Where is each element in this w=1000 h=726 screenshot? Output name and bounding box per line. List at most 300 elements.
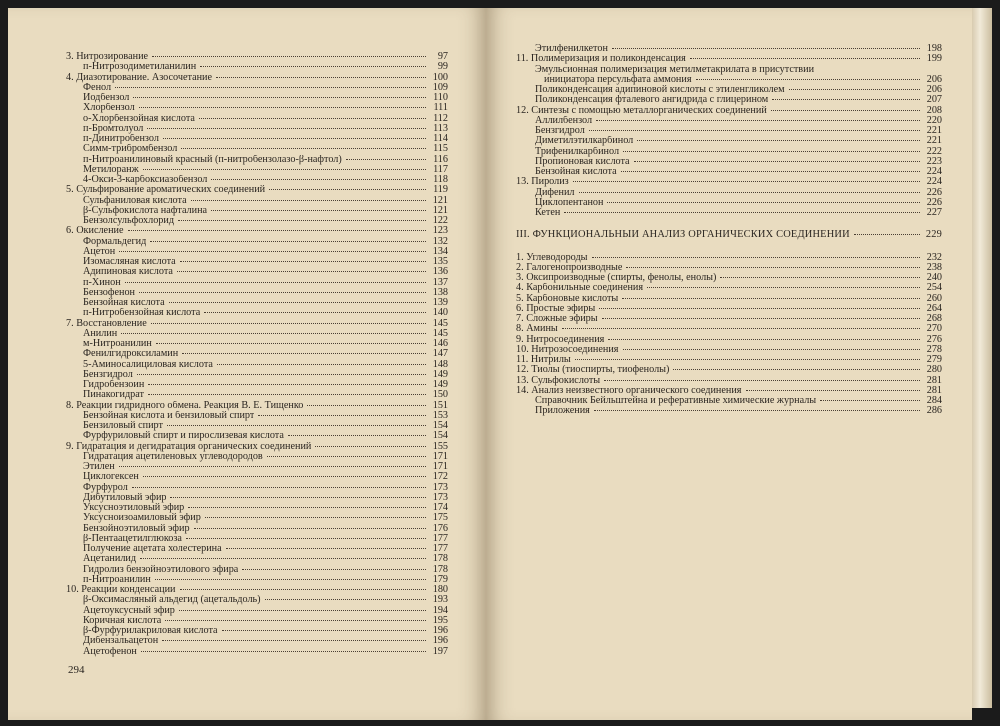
dot-leader	[180, 261, 426, 262]
toc-entry	[66, 472, 448, 482]
dot-leader	[596, 120, 920, 121]
toc-entry-page: 134	[432, 245, 448, 257]
toc-entry	[66, 185, 448, 195]
toc-entry-page: 122	[432, 215, 448, 226]
toc-entry-title: Пинакогидрат	[83, 390, 144, 401]
toc-entry-title: Дибутиловый эфир	[83, 492, 167, 503]
toc-entry-title: Формальдегид	[83, 236, 147, 247]
toc-entry	[66, 278, 448, 288]
toc-entry-page: 132	[432, 235, 448, 247]
toc-entry-title: п-Нитробензойная кислота	[83, 308, 201, 319]
toc-entry	[66, 647, 448, 657]
toc-entry	[66, 452, 448, 462]
toc-entry	[66, 380, 448, 390]
toc-entry-title: п-Нитроанилиновый красный (п-нитробензолазо-β-нафтол)	[83, 154, 342, 165]
dot-leader	[152, 56, 426, 57]
dot-leader	[139, 292, 426, 293]
toc-entry	[66, 308, 448, 318]
toc-entry-title: Коричная кислота	[83, 615, 162, 626]
toc-entry-page: 146	[432, 338, 448, 349]
toc-entry-title: Симм-трибромбензол	[83, 144, 178, 155]
dot-leader	[772, 99, 920, 100]
toc-entry-page: 150	[432, 389, 448, 401]
toc-entry-title: Бензофенон	[83, 287, 136, 298]
toc-entry-title: м-Нитроанилин	[83, 339, 152, 349]
toc-entry	[66, 431, 448, 441]
dot-leader	[181, 148, 426, 149]
toc-entry-page: 154	[432, 430, 448, 442]
toc-entry-page: 99	[437, 61, 448, 73]
dot-leader	[222, 630, 426, 631]
toc-entry-title: Пропионовая кислота	[535, 156, 630, 167]
dot-leader	[820, 400, 920, 401]
toc-entry-title: 4. Карбонильные соединения	[516, 283, 644, 294]
toc-entry-page: 207	[926, 94, 942, 106]
toc-entry	[516, 406, 942, 416]
toc-entry-title: 14. Анализ неизвестного органического соединения	[516, 385, 742, 396]
dot-leader	[623, 151, 920, 152]
toc-entry-title: Получение ацетата холестерина	[83, 544, 222, 554]
toc-entry-page: 224	[926, 176, 942, 188]
toc-entry-title: β-Сульфокислота нафталина	[83, 205, 208, 216]
toc-entry	[66, 636, 448, 646]
toc-entry-page: 280	[926, 364, 942, 376]
toc-entry-page: 178	[432, 563, 448, 575]
toc-entry-title: Диметилэтилкарбинол	[535, 136, 634, 147]
dot-leader	[307, 405, 426, 406]
dot-leader	[604, 380, 920, 381]
toc-entry-title: 12. Тиолы (тиоспирты, тиофенолы)	[516, 365, 670, 376]
toc-entry-title: 4-Окси-3-карбоксиазобензол	[83, 175, 208, 185]
toc-entry-page: 196	[432, 635, 448, 647]
toc-entry-page: 284	[926, 395, 942, 406]
toc-entry-page: 140	[432, 307, 448, 319]
toc-entry-page: 232	[926, 251, 942, 263]
dot-leader	[143, 169, 426, 170]
toc-entry-title: 11. Полимеризация и поликонденсация	[516, 54, 686, 65]
toc-entry-title: Адипиновая кислота	[83, 267, 173, 278]
dot-leader	[746, 390, 921, 391]
toc-entry	[66, 503, 448, 513]
dot-leader	[673, 369, 920, 370]
dot-leader	[315, 446, 426, 447]
toc-entry	[516, 365, 942, 375]
toc-entry-page: 175	[432, 512, 448, 524]
toc-entry	[66, 93, 448, 103]
dot-leader	[139, 107, 426, 108]
toc-entry	[516, 335, 942, 345]
dot-leader	[621, 171, 920, 172]
dot-leader	[607, 202, 920, 203]
spacer	[516, 241, 942, 253]
toc-entry	[516, 253, 942, 263]
toc-entry-page: 193	[432, 594, 448, 606]
dot-leader	[346, 159, 426, 160]
toc-entry-page: 172	[432, 471, 448, 483]
toc-entry-title: 6. Окисление	[66, 226, 124, 237]
toc-entry-title: Фурфуриловый спирт и пирослизевая кислота	[83, 431, 284, 442]
toc-entry	[516, 106, 942, 116]
toc-entry-page: 180	[432, 584, 448, 595]
toc-entry	[66, 616, 448, 626]
toc-entry-page: 224	[926, 166, 942, 177]
toc-entry-page: 178	[432, 553, 448, 565]
dot-leader	[141, 651, 426, 652]
toc-entry-title: Аллилбензол	[535, 115, 593, 126]
dot-leader	[211, 179, 426, 180]
toc-entry-title: 5. Карбоновые кислоты	[516, 293, 619, 304]
dot-leader	[148, 394, 426, 395]
left-page	[8, 8, 486, 720]
toc-entry-title: 3. Нитрозирование	[66, 52, 149, 62]
toc-entry-page: 97	[437, 51, 448, 62]
toc-entry	[516, 355, 942, 365]
toc-entry	[516, 65, 942, 75]
toc-entry-page: 197	[432, 645, 448, 657]
toc-entry-page: 198	[926, 43, 942, 54]
toc-entry-page: 264	[926, 302, 942, 314]
toc-entry-page: 123	[432, 225, 448, 237]
toc-entry-title: Бензиловый спирт	[83, 421, 163, 431]
toc-entry	[66, 585, 448, 595]
dot-leader	[169, 302, 426, 303]
dot-leader	[150, 241, 426, 242]
toc-entry-title: Гидратация ацетиленовых углеводородов	[83, 451, 263, 462]
dot-leader	[647, 287, 920, 288]
toc-entry	[66, 165, 448, 175]
toc-entry	[66, 257, 448, 267]
toc-entry-page: 117	[433, 163, 448, 175]
toc-entry-title: Трифенилкарбинол	[535, 146, 620, 157]
toc-entry-page: 118	[433, 174, 448, 185]
dot-leader	[589, 130, 920, 131]
toc-entry-page: 149	[432, 368, 448, 380]
toc-entry	[66, 442, 448, 452]
dot-leader	[599, 308, 920, 309]
dot-leader	[226, 548, 426, 549]
toc-entry-page: 115	[433, 143, 448, 155]
toc-entry-page: 179	[432, 573, 448, 585]
dot-leader	[191, 200, 426, 201]
toc-entry	[66, 114, 448, 124]
dot-leader	[163, 138, 426, 139]
dot-leader	[579, 192, 920, 193]
toc-entry	[66, 513, 448, 523]
toc-entry	[66, 206, 448, 216]
toc-entry-title: Справочник Бейльштейна и реферативные химические журналы	[535, 396, 817, 406]
toc-entry-page: 240	[926, 272, 942, 283]
dot-leader	[194, 528, 426, 529]
dot-leader	[288, 435, 426, 436]
toc-entry-page: 151	[432, 399, 448, 411]
toc-entry	[516, 95, 942, 105]
toc-entry	[66, 226, 448, 236]
toc-entry	[516, 294, 942, 304]
toc-entry	[516, 376, 942, 386]
dot-leader	[594, 410, 920, 411]
toc-entry-page: 119	[433, 184, 448, 196]
toc-entry-page: 174	[432, 502, 448, 513]
dot-leader	[217, 364, 426, 365]
toc-entry	[516, 126, 942, 136]
toc-entry-page: 206	[926, 73, 942, 85]
toc-entry-title: Этилен	[83, 462, 115, 472]
toc-entry-title: Дибензальацетон	[83, 636, 159, 647]
toc-entry-title: 9. Гидратация и дегидратация органических соединений	[66, 441, 312, 452]
toc-entry-title: Дифенил	[535, 187, 575, 198]
toc-entry-page: 114	[433, 133, 448, 144]
toc-entry-title: 3. Оксипроизводные (спирты, фенолы, енолы)	[516, 273, 717, 283]
toc-entry-page: 281	[926, 374, 942, 386]
toc-entry-page: 153	[432, 409, 448, 421]
dot-leader	[125, 282, 426, 283]
toc-entry-title: Эмульсионная полимеризация метилметакрилата в присутствии	[535, 64, 815, 75]
toc-entry	[66, 298, 448, 308]
toc-entry-title: Фенол	[83, 82, 112, 93]
toc-entry	[516, 304, 942, 314]
toc-entry-title: 2. Галогенопроизводные	[516, 262, 623, 273]
dot-leader	[211, 210, 426, 211]
dot-leader	[147, 128, 426, 129]
toc-entry-title: Сульфаниловая кислота	[83, 195, 187, 206]
dot-leader	[575, 359, 920, 360]
toc-entry-title: п-Нитроанилин	[83, 574, 151, 585]
dot-leader	[204, 312, 426, 313]
toc-entry	[66, 144, 448, 154]
toc-entry-title: п-Нитрозодиметиланилин	[83, 62, 197, 73]
toc-entry	[66, 83, 448, 93]
toc-entry-page: 177	[432, 532, 448, 544]
toc-entry-title: Бензойная кислота и бензиловый спирт	[83, 410, 255, 421]
toc-entry-title: 4. Диазотирование. Азосочетание	[66, 72, 213, 83]
toc-entry-page: 278	[926, 343, 942, 355]
toc-entry-page: 208	[926, 104, 942, 116]
toc-entry-page: 136	[432, 266, 448, 278]
toc-entry-title: Гидробензоин	[83, 380, 145, 390]
toc-entry-title: 7. Сложные эфиры	[516, 314, 598, 324]
toc-entry	[66, 73, 448, 83]
toc-entry-title: Иодбензол	[83, 93, 130, 103]
toc-entry-title: 6. Простые эфиры	[516, 303, 596, 314]
toc-entry-title: β-Оксимасляный альдегид (ацетальдоль)	[83, 595, 261, 606]
toc-entry	[516, 167, 942, 177]
dot-leader	[242, 569, 426, 570]
toc-entry-title: Уксусноизоамиловый эфир	[83, 513, 201, 524]
toc-entry-title: β-Фурфурилакриловая кислота	[83, 626, 218, 636]
toc-entry	[66, 175, 448, 185]
toc-entry-title: Циклопентанон	[535, 197, 604, 208]
toc-entry	[516, 75, 942, 85]
toc-entry	[66, 62, 448, 72]
toc-entry-page: 194	[432, 604, 448, 616]
toc-entry-page: 206	[926, 84, 942, 95]
toc-entry-title: о-Хлорбензойная кислота	[83, 113, 195, 124]
dot-leader	[789, 89, 920, 90]
toc-entry	[66, 339, 448, 349]
toc-entry-title: 10. Реакции конденсации	[66, 585, 176, 595]
toc-entry-page: 145	[432, 327, 448, 339]
dot-leader	[269, 189, 426, 190]
toc-entry-title: 5-Аминосалициловая кислота	[83, 359, 213, 370]
toc-entry-title: Поликонденсация адипиновой кислоты с этиленгликолем	[535, 85, 785, 95]
toc-entry	[516, 345, 942, 355]
dot-leader	[562, 328, 920, 329]
toc-entry	[66, 595, 448, 605]
toc-entry	[66, 524, 448, 534]
toc-entry-page: 112	[433, 112, 448, 124]
toc-entry	[66, 411, 448, 421]
dot-leader	[188, 507, 426, 508]
toc-entry-title: Анилин	[83, 328, 118, 339]
toc-entry	[516, 157, 942, 167]
part-heading-page: 229	[925, 229, 942, 241]
toc-entry-title: 11. Нитрилы	[516, 355, 571, 365]
page-number: 294	[68, 664, 85, 676]
toc-entry-title: 13. Сульфокислоты	[516, 375, 601, 386]
toc-entry-page: 110	[433, 92, 448, 103]
toc-entry	[66, 554, 448, 564]
toc-entry	[66, 196, 448, 206]
toc-entry-title: Изомасляная кислота	[83, 257, 176, 267]
dot-leader	[128, 230, 427, 231]
dot-leader	[165, 620, 426, 621]
dot-leader	[156, 343, 426, 344]
toc-entry	[516, 273, 942, 283]
toc-entry-title: Фурфурол	[83, 482, 128, 493]
toc-entry-title: Метилоранж	[83, 164, 139, 175]
toc-entry	[66, 421, 448, 431]
toc-entry-title: 1. Углеводороды	[516, 252, 588, 263]
dot-leader	[155, 579, 426, 580]
dot-leader	[180, 589, 427, 590]
toc-entry-title: Бензойноэтиловый эфир	[83, 523, 190, 534]
right-page	[486, 8, 972, 720]
toc-entry-page: 221	[926, 125, 942, 136]
dot-leader	[133, 97, 426, 98]
toc-entry-page: 173	[432, 491, 448, 503]
dot-leader	[170, 497, 426, 498]
toc-entry-page: 279	[926, 354, 942, 365]
right-toc-list	[516, 44, 942, 417]
dot-leader	[854, 234, 920, 235]
toc-entry-page: 222	[926, 145, 942, 157]
toc-entry-page: 176	[432, 522, 448, 534]
toc-entry-title: Бензгидрол	[535, 126, 585, 136]
toc-entry-page: 121	[432, 204, 448, 216]
toc-entry	[66, 124, 448, 134]
toc-entry-title: Бензгидрол	[83, 369, 133, 380]
toc-entry-page: 147	[432, 348, 448, 360]
toc-entry	[66, 288, 448, 298]
toc-entry-page: 148	[432, 358, 448, 370]
toc-entry	[516, 147, 942, 157]
dot-leader	[115, 87, 426, 88]
dot-leader	[200, 66, 426, 67]
dot-leader	[119, 251, 426, 252]
toc-entry-title: 8. Амины	[516, 324, 558, 335]
toc-entry	[516, 396, 942, 406]
dot-leader	[199, 118, 426, 119]
toc-entry-page: 116	[433, 153, 448, 165]
toc-entry-title: Бензолсульфохлорид	[83, 216, 175, 226]
toc-entry-page: 223	[926, 155, 942, 167]
dot-leader	[148, 384, 426, 385]
dot-leader	[696, 79, 920, 80]
toc-entry	[516, 198, 942, 208]
dot-leader	[564, 212, 920, 213]
toc-entry	[516, 136, 942, 146]
toc-entry-page: 113	[433, 122, 448, 134]
toc-entry-title: Приложения	[535, 406, 590, 417]
toc-entry-page: 268	[926, 313, 942, 324]
toc-entry-title: п-Хинон	[83, 277, 121, 288]
toc-entry-page: 221	[926, 135, 942, 147]
toc-entry	[66, 606, 448, 616]
toc-entry	[66, 237, 448, 247]
dot-leader	[608, 339, 920, 340]
dot-leader	[119, 466, 426, 467]
dot-leader	[634, 161, 920, 162]
dot-leader	[205, 517, 426, 518]
dot-leader	[151, 323, 426, 324]
toc-entry	[66, 534, 448, 544]
toc-entry-page: 227	[926, 207, 942, 218]
toc-entry-title: Кетен	[535, 208, 561, 218]
toc-entry	[66, 134, 448, 144]
dot-leader	[179, 610, 426, 611]
dot-leader	[132, 487, 426, 488]
toc-entry-page: 138	[432, 286, 448, 298]
dot-leader	[162, 640, 426, 641]
dot-leader	[573, 181, 920, 182]
toc-entry-page: 137	[432, 276, 448, 288]
toc-entry-page: 171	[432, 461, 448, 472]
dot-leader	[623, 349, 921, 350]
toc-entry-page: 149	[432, 379, 448, 390]
toc-entry-page: 286	[926, 405, 942, 417]
toc-entry-title: п-Динитробензол	[83, 134, 159, 144]
dot-leader	[137, 374, 426, 375]
dot-leader	[612, 48, 920, 49]
toc-entry	[516, 283, 942, 293]
toc-entry	[66, 247, 448, 257]
toc-entry-page: 254	[926, 282, 942, 294]
toc-entry-page: 276	[926, 333, 942, 345]
toc-entry-title: Ацетанилид	[83, 554, 137, 565]
toc-entry-title: 13. Пиролиз	[516, 177, 569, 188]
toc-entry	[66, 155, 448, 165]
toc-entry-title: Циклогексен	[83, 472, 139, 483]
toc-entry-page: 220	[926, 114, 942, 126]
dot-leader	[186, 538, 426, 539]
toc-entry-page: 173	[432, 481, 448, 493]
toc-entry-title: 10. Нитрозосоединения	[516, 344, 619, 355]
toc-entry-title: Хлорбензол	[83, 103, 135, 114]
toc-entry	[516, 208, 942, 218]
dot-leader	[143, 476, 426, 477]
toc-entry	[66, 493, 448, 503]
toc-entry-title: Ацетоуксусный эфир	[83, 605, 175, 616]
toc-entry-title: Гидролиз бензойноэтилового эфира	[83, 564, 239, 575]
toc-entry	[66, 370, 448, 380]
toc-entry-page: 121	[432, 194, 448, 206]
toc-entry-page: 154	[432, 420, 448, 431]
toc-entry	[516, 324, 942, 334]
dot-leader	[121, 333, 426, 334]
dot-leader	[622, 298, 920, 299]
dot-leader	[258, 415, 426, 416]
toc-entry	[516, 386, 942, 396]
